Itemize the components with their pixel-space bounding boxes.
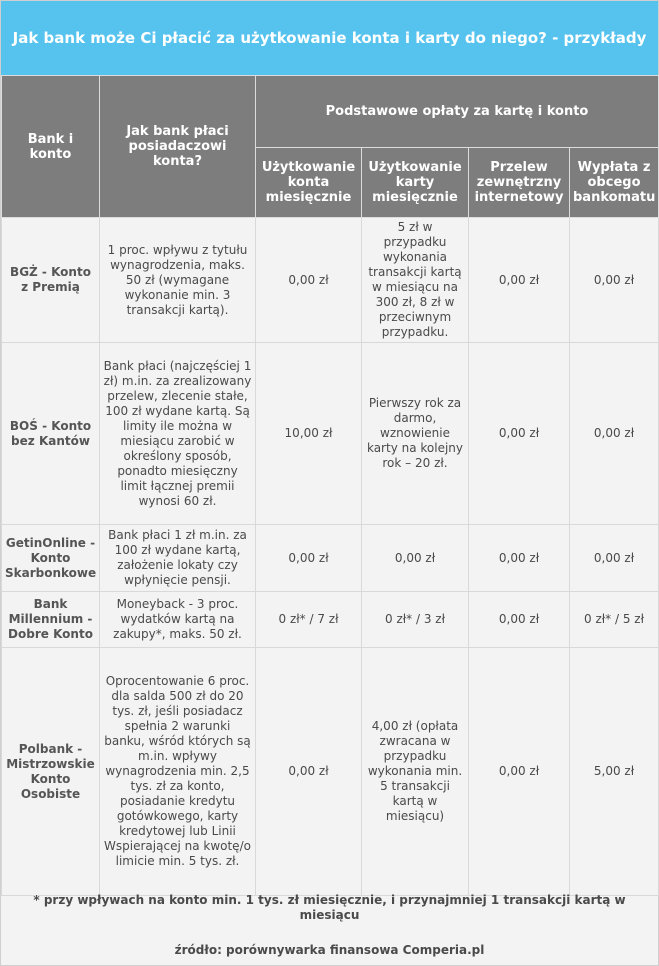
pays-cell: Bank płaci (najczęściej 1 zł) m.in. za zrealizowany przelew, zlecenie stałe, 100 zł wydane kartą. Są limity ile można w miesiącu zarobić w określony sposób, ponadto miesięczny limit łącznej premii wynosi 60 zł. — [100, 343, 256, 525]
bank-name: Polbank - Mistrzowskie Konto Osobiste — [2, 648, 100, 896]
header-bank: Bank i konto — [2, 76, 100, 218]
transfer-fee: 0,00 zł — [469, 648, 570, 896]
table-row — [2, 592, 659, 648]
footnote: * przy wpływach na konto min. 1 tys. zł miesięcznie, i przynajmniej 1 transakcji kartą w miesiącu — [33, 893, 626, 922]
page-title: Jak bank może Ci płacić za użytkowanie konta i karty do niego? - przykłady — [1, 1, 658, 75]
pays-cell: Bank płaci 1 zł m.in. za 100 zł wydane kartą, założenie lokaty czy wpłynięcie pensji. — [100, 525, 256, 592]
atm-fee: 0,00 zł — [570, 218, 659, 343]
card-fee: 0,00 zł — [362, 525, 469, 592]
transfer-fee: 0,00 zł — [469, 525, 570, 592]
table-row — [2, 218, 659, 343]
card-fee: 0 zł* / 3 zł — [362, 592, 469, 648]
atm-fee: 5,00 zł — [570, 648, 659, 896]
bank-name: GetinOnline - Konto Skarbonkowe — [2, 525, 100, 592]
atm-fee: 0 zł* / 5 zł — [570, 592, 659, 648]
bank-name: Bank Millennium - Dobre Konto — [2, 592, 100, 648]
table-row — [2, 525, 659, 592]
header-card: Użytkowanie karty miesięcznie — [362, 148, 469, 218]
account-fee: 0,00 zł — [256, 648, 362, 896]
header-account: Użytkowanie konta miesięcznie — [256, 148, 362, 218]
transfer-fee: 0,00 zł — [469, 592, 570, 648]
header-atm: Wypłata z obcego bankomatu — [570, 148, 659, 218]
bank-name: BOŚ - Konto bez Kantów — [2, 343, 100, 525]
account-fee: 0,00 zł — [256, 525, 362, 592]
transfer-fee: 0,00 zł — [469, 218, 570, 343]
atm-fee: 0,00 zł — [570, 343, 659, 525]
transfer-fee: 0,00 zł — [469, 343, 570, 525]
card-fee: Pierwszy rok za darmo, wznowienie karty na kolejny rok – 20 zł. — [362, 343, 469, 525]
card-fee: 5 zł w przypadku wykonania transakcji kartą w miesiącu na 300 zł, 8 zł w przeciwnym przypadku. — [362, 218, 469, 343]
account-fee: 10,00 zł — [256, 343, 362, 525]
header-pays: Jak bank płaci posiadaczowi konta? — [100, 76, 256, 218]
pays-cell: Moneyback - 3 proc. wydatków kartą na zakupy*, maks. 50 zł. — [100, 592, 256, 648]
table-row — [2, 648, 659, 896]
pays-cell: 1 proc. wpływu z tytułu wynagrodzenia, maks. 50 zł (wymagane wykonanie min. 3 transakcji kartą). — [100, 218, 256, 343]
source-credit: źródło: porównywarka finansowa Comperia.pl — [174, 943, 485, 957]
account-fee: 0 zł* / 7 zł — [256, 592, 362, 648]
pays-cell: Oprocentowanie 6 proc. dla salda 500 zł do 20 tys. zł, jeśli posiadacz spełnia 2 warunki banku, wśród których są m.in. wpływy wynagrodzenia min. 2,5 tys. zł za konto, posiadanie kredytu gotówkowego, karty kredytowej lub Linii Wspierającej na kwotę/o limicie min. 5 tys. zł. — [100, 648, 256, 896]
fees-table — [1, 75, 659, 896]
header-transfer: Przelew zewnętrzny internetowy — [469, 148, 570, 218]
account-fee: 0,00 zł — [256, 218, 362, 343]
bank-name: BGŻ - Konto z Premią — [2, 218, 100, 343]
table-row — [2, 343, 659, 525]
card-fee: 4,00 zł (opłata zwracana w przypadku wykonania min. 5 transakcji kartą w miesiącu) — [362, 648, 469, 896]
footer — [1, 891, 658, 965]
atm-fee: 0,00 zł — [570, 525, 659, 592]
header-group: Podstawowe opłaty za kartę i konto — [256, 76, 659, 148]
